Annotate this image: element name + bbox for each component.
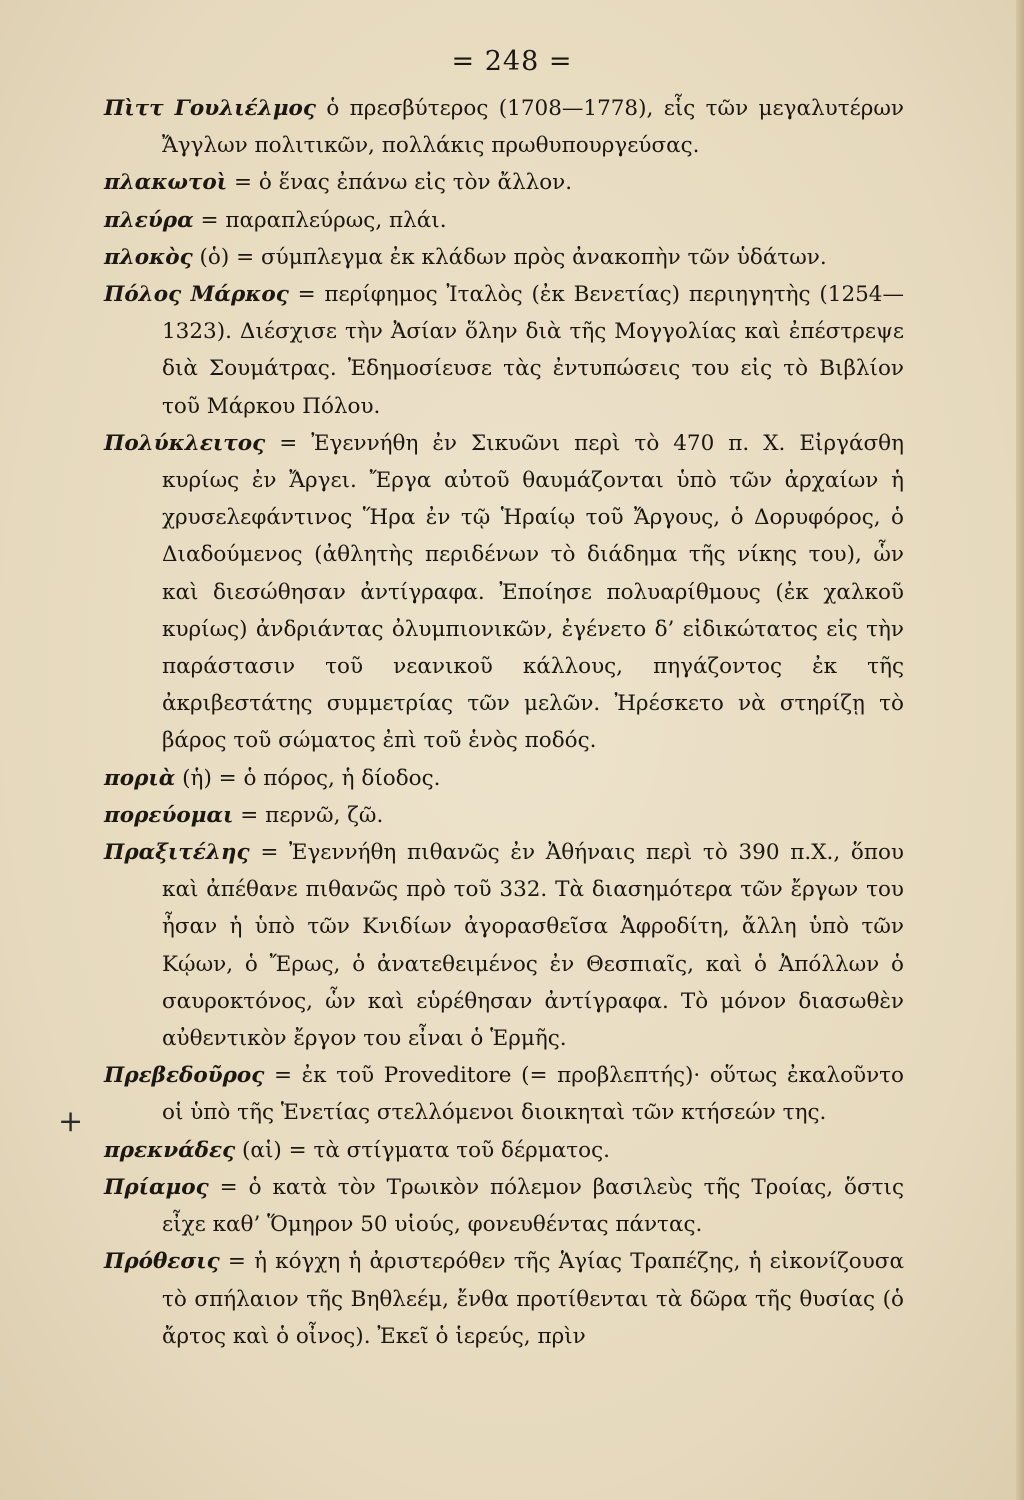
page-edge <box>1016 0 1024 1500</box>
entry-text: = περίφημος Ἰταλὸς (ἐκ Βενετίας) περιηγητὴς (1254—1323). Διέσχισε τὴν Ἀσίαν ὅλην διὰ τῆς Μογγολίας καὶ ἐπέστρεψε διὰ Σουμάτρας. Ἐδημοσίευσε τὰς ἐντυπώσεις του εἰς τὸ Βιβλίον τοῦ Μάρκου Πόλου. <box>162 282 904 419</box>
entry-term: πλακωτοὶ <box>104 170 228 196</box>
glossary-entry <box>104 1057 904 1131</box>
entry-text: (ὁ) = σύμπλεγμα ἐκ κλάδων πρὸς ἀνακοπὴν τῶν ὑδάτων. <box>199 244 827 270</box>
entry-text: = περνῶ, ζῶ. <box>240 802 384 828</box>
glossary-entries <box>104 90 904 1355</box>
glossary-entry <box>104 164 904 201</box>
entry-text: = ὁ κατὰ τὸν Τρωικὸν πόλεμον βασιλεὺς τῆς Τροίας, ὅστις εἶχε καθ’ Ὅμηρον 50 υἱούς, φονευθέντας πάντας. <box>162 1174 904 1238</box>
glossary-entry <box>104 760 904 797</box>
glossary-entry <box>104 90 904 164</box>
glossary-entry <box>104 276 904 425</box>
entry-term: Πρίαμος <box>104 1174 209 1200</box>
entry-text: = ὁ ἕνας ἐπάνω εἰς τὸν ἄλλον. <box>234 170 573 196</box>
entry-text: = παραπλεύρως, πλάι. <box>200 207 447 233</box>
glossary-entry <box>104 425 904 760</box>
entry-term: Πρόθεσις <box>104 1249 220 1275</box>
glossary-entry <box>104 834 904 1057</box>
entry-text: (ἡ) = ὁ πόρος, ἡ δίοδος. <box>182 765 441 791</box>
entry-text: ὁ πρεσβύτερος (1708—1778), εἷς τῶν μεγαλυτέρων Ἄγγλων πολιτικῶν, πολλάκις πρωθυπουργεύσας. <box>162 96 904 159</box>
entry-term: Πόλος Μάρκος <box>104 282 289 308</box>
entry-term: Πολύκλειτος <box>104 430 266 456</box>
entry-text: (αἱ) = τὰ στίγματα τοῦ δέρματος. <box>242 1137 610 1163</box>
entry-term: πρεκνάδες <box>104 1137 236 1163</box>
entry-text: = Ἐγεννήθη ἐν Σικυῶνι περὶ τὸ 470 π. Χ. Εἰργάσθη κυρίως ἐν Ἄργει. Ἔργα αὐτοῦ θαυμάζονται ὑπὸ τῶν ἀρχαίων ἡ χρυσελεφάντινος Ἥρα ἐν τῷ Ἡραίῳ τοῦ Ἄργους, ὁ Δορυφόρος, ὁ Διαδούμενος (ἀθλητὴς περιδένων τὸ διάδημα τῆς νίκης του), ὧν καὶ διεσώθησαν ἀντίγραφα. Ἐποίησε πολυαρίθμους (ἐκ χαλκοῦ κυρίως) ἀνδριάντας ὀλυμπιονικῶν, ἐγένετο δ’ εἰδικώτατος εἰς τὴν παράστασιν τοῦ νεανικοῦ κάλλους, πηγάζοντος ἐκ τῆς ἀκριβεστάτης συμμετρίας τῶν μελῶν. Ἠρέσκετο νὰ στηρίζῃ τὸ βάρος τοῦ σώματος ἐπὶ τοῦ ἑνὸς ποδός. <box>162 430 904 754</box>
entry-term: ποριὰ <box>104 765 176 791</box>
glossary-entry <box>104 1169 904 1243</box>
entry-term: πλεύρα <box>104 207 194 233</box>
glossary-entry <box>104 797 904 834</box>
entry-term: πορεύομαι <box>104 802 234 828</box>
marginal-cross-mark: + <box>58 1104 84 1139</box>
entry-text: = Ἐγεννήθη πιθανῶς ἐν Ἀθήναις περὶ τὸ 390 π.Χ., ὅπου καὶ ἀπέθανε πιθανῶς πρὸ τοῦ 332. Τὰ διασημότερα τῶν ἔργων του ἦσαν ἡ ὑπὸ τῶν Κνιδίων ἀγορασθεῖσα Ἀφροδίτη, ἄλλη ὑπὸ τῶν Κῴων, ὁ Ἔρως, ὁ ἀνατεθειμένος ἐν Θεσπιαῖς, καὶ ὁ Ἀπόλλων ὁ σαυροκτόνος, ὧν καὶ εὑρέθησαν ἀντίγραφα. Τὸ μόνον διασωθὲν αὐθεντικὸν ἔργον του εἶναι ὁ Ἑρμῆς. <box>162 840 905 1052</box>
entry-term: Πρεβεδοῦρος <box>104 1063 265 1089</box>
glossary-entry <box>104 202 904 239</box>
glossary-entry <box>104 239 904 276</box>
glossary-entry <box>104 1132 904 1169</box>
page-number: = 248 = <box>451 46 573 77</box>
entry-term: Πραξιτέλης <box>104 840 250 866</box>
glossary-entry <box>104 1243 904 1355</box>
entry-text: = ἐκ τοῦ Proveditore (= προβλεπτής)· οὕτως ἐκαλοῦντο οἱ ὑπὸ τῆς Ἑνετίας στελλόμενοι διοικηταὶ τῶν κτήσεών της. <box>162 1063 904 1126</box>
entry-text: = ἡ κόγχη ἡ ἀριστερόθεν τῆς Ἁγίας Τραπέζης, ἡ εἰκονίζουσα τὸ σπήλαιον τῆς Βηθλεέμ, ἔνθα προτίθενται τὰ δῶρα τῆς θυσίας (ὁ ἄρτος καὶ ὁ οἶνος). Ἐκεῖ ὁ ἱερεύς, πρὶν <box>162 1249 904 1349</box>
entry-term: Πὶττ Γουλιέλμος <box>104 96 316 121</box>
entry-term: πλοκὸς <box>104 244 193 270</box>
